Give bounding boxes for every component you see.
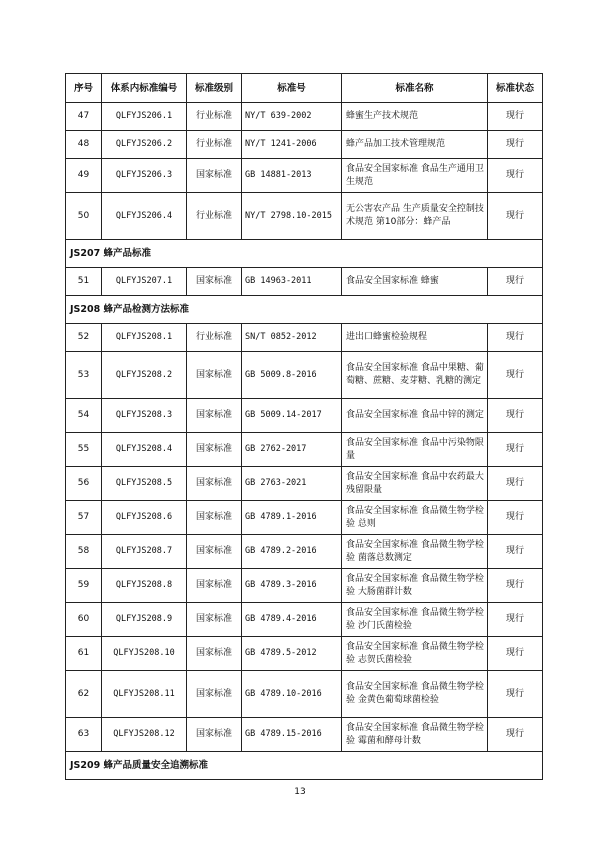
row-number: 50 xyxy=(66,193,102,240)
table-row xyxy=(66,193,543,240)
row-standard-level: 国家标准 xyxy=(187,603,242,637)
row-standard-status: 现行 xyxy=(488,352,543,399)
row-standard-level: 国家标准 xyxy=(187,671,242,718)
header-code: 体系内标准编号 xyxy=(102,74,187,103)
row-standard-status: 现行 xyxy=(488,637,543,671)
row-standard-level: 国家标准 xyxy=(187,352,242,399)
row-standard-status: 现行 xyxy=(488,399,543,433)
row-number: 61 xyxy=(66,637,102,671)
row-number: 57 xyxy=(66,501,102,535)
row-standard-status: 现行 xyxy=(488,501,543,535)
row-number: 59 xyxy=(66,569,102,603)
row-system-code: QLFYJS208.4 xyxy=(102,433,187,467)
table-row xyxy=(66,268,543,296)
row-system-code: QLFYJS208.1 xyxy=(102,324,187,352)
row-standard-number: NY/T 2798.10-2015 xyxy=(242,193,342,240)
row-standard-level: 国家标准 xyxy=(187,467,242,501)
table-row xyxy=(66,718,543,752)
row-system-code: QLFYJS208.11 xyxy=(102,671,187,718)
table-row xyxy=(66,103,543,131)
row-standard-name: 食品安全国家标准 食品生产通用卫生规范 xyxy=(342,159,488,193)
row-number: 47 xyxy=(66,103,102,131)
header-no: 序号 xyxy=(66,74,102,103)
row-system-code: QLFYJS208.2 xyxy=(102,352,187,399)
table-row xyxy=(66,131,543,159)
row-standard-status: 现行 xyxy=(488,131,543,159)
row-standard-status: 现行 xyxy=(488,603,543,637)
row-number: 53 xyxy=(66,352,102,399)
row-standard-number: GB 2763-2021 xyxy=(242,467,342,501)
table-row xyxy=(66,535,543,569)
row-standard-status: 现行 xyxy=(488,467,543,501)
row-system-code: QLFYJS208.10 xyxy=(102,637,187,671)
row-system-code: QLFYJS208.7 xyxy=(102,535,187,569)
row-standard-level: 国家标准 xyxy=(187,501,242,535)
row-standard-level: 行业标准 xyxy=(187,103,242,131)
row-number: 62 xyxy=(66,671,102,718)
row-system-code: QLFYJS207.1 xyxy=(102,268,187,296)
row-standard-status: 现行 xyxy=(488,103,543,131)
row-system-code: QLFYJS206.1 xyxy=(102,103,187,131)
row-standard-status: 现行 xyxy=(488,718,543,752)
section-row xyxy=(66,296,543,324)
table-row xyxy=(66,671,543,718)
row-standard-status: 现行 xyxy=(488,324,543,352)
row-system-code: QLFYJS206.3 xyxy=(102,159,187,193)
header-name: 标准名称 xyxy=(342,74,488,103)
table-row xyxy=(66,352,543,399)
row-standard-status: 现行 xyxy=(488,535,543,569)
table-row xyxy=(66,637,543,671)
row-standard-number: NY/T 1241-2006 xyxy=(242,131,342,159)
row-standard-number: SN/T 0852-2012 xyxy=(242,324,342,352)
row-standard-name: 食品安全国家标准 食品微生物学检验 菌落总数测定 xyxy=(342,535,488,569)
row-standard-level: 国家标准 xyxy=(187,637,242,671)
table-row xyxy=(66,501,543,535)
row-standard-number: GB 14963-2011 xyxy=(242,268,342,296)
row-standard-level: 国家标准 xyxy=(187,569,242,603)
row-standard-status: 现行 xyxy=(488,569,543,603)
row-standard-name: 食品安全国家标准 食品微生物学检验 大肠菌群计数 xyxy=(342,569,488,603)
row-standard-level: 行业标准 xyxy=(187,193,242,240)
row-standard-name: 食品安全国家标准 食品微生物学检验 霉菌和酵母计数 xyxy=(342,718,488,752)
row-standard-level: 国家标准 xyxy=(187,718,242,752)
row-standard-number: GB 5009.8-2016 xyxy=(242,352,342,399)
header-status: 标准状态 xyxy=(488,74,543,103)
row-number: 49 xyxy=(66,159,102,193)
row-standard-level: 国家标准 xyxy=(187,399,242,433)
row-standard-number: GB 4789.15-2016 xyxy=(242,718,342,752)
row-number: 58 xyxy=(66,535,102,569)
row-standard-name: 食品安全国家标准 食品中污染物限量 xyxy=(342,433,488,467)
table-row xyxy=(66,159,543,193)
row-standard-number: GB 4789.10-2016 xyxy=(242,671,342,718)
row-standard-status: 现行 xyxy=(488,159,543,193)
row-standard-level: 国家标准 xyxy=(187,535,242,569)
row-standard-name: 食品安全国家标准 食品微生物学检验 金黄色葡萄球菌检验 xyxy=(342,671,488,718)
row-number: 52 xyxy=(66,324,102,352)
row-system-code: QLFYJS208.8 xyxy=(102,569,187,603)
row-system-code: QLFYJS208.9 xyxy=(102,603,187,637)
row-standard-number: GB 2762-2017 xyxy=(242,433,342,467)
row-standard-status: 现行 xyxy=(488,433,543,467)
table-row xyxy=(66,603,543,637)
section-title: JS208 蜂产品检测方法标准 xyxy=(66,296,543,324)
row-system-code: QLFYJS208.6 xyxy=(102,501,187,535)
standards-table xyxy=(65,73,543,780)
row-standard-level: 行业标准 xyxy=(187,131,242,159)
section-title: JS207 蜂产品标准 xyxy=(66,240,543,268)
table-row xyxy=(66,467,543,501)
header-level: 标准级别 xyxy=(187,74,242,103)
table-row xyxy=(66,433,543,467)
row-standard-status: 现行 xyxy=(488,671,543,718)
row-standard-name: 食品安全国家标准 食品中锌的测定 xyxy=(342,399,488,433)
row-standard-level: 国家标准 xyxy=(187,433,242,467)
table-row xyxy=(66,324,543,352)
row-standard-number: GB 4789.1-2016 xyxy=(242,501,342,535)
row-standard-number: GB 4789.3-2016 xyxy=(242,569,342,603)
row-standard-name: 食品安全国家标准 食品微生物学检验 沙门氏菌检验 xyxy=(342,603,488,637)
row-system-code: QLFYJS208.3 xyxy=(102,399,187,433)
row-number: 56 xyxy=(66,467,102,501)
table-row xyxy=(66,399,543,433)
table-row xyxy=(66,569,543,603)
row-number: 51 xyxy=(66,268,102,296)
row-standard-name: 食品安全国家标准 蜂蜜 xyxy=(342,268,488,296)
row-standard-number: GB 4789.5-2012 xyxy=(242,637,342,671)
row-standard-status: 现行 xyxy=(488,268,543,296)
row-standard-name: 食品安全国家标准 食品微生物学检验 志贺氏菌检验 xyxy=(342,637,488,671)
row-system-code: QLFYJS208.12 xyxy=(102,718,187,752)
row-standard-name: 蜂产品加工技术管理规范 xyxy=(342,131,488,159)
row-number: 63 xyxy=(66,718,102,752)
row-system-code: QLFYJS206.4 xyxy=(102,193,187,240)
row-standard-level: 国家标准 xyxy=(187,159,242,193)
section-row xyxy=(66,752,543,780)
row-standard-name: 进出口蜂蜜检验规程 xyxy=(342,324,488,352)
row-standard-name: 无公害农产品 生产质量安全控制技术规范 第10部分：蜂产品 xyxy=(342,193,488,240)
table-header-row xyxy=(66,74,543,103)
row-standard-number: GB 4789.4-2016 xyxy=(242,603,342,637)
section-row xyxy=(66,240,543,268)
row-standard-level: 国家标准 xyxy=(187,268,242,296)
row-system-code: QLFYJS206.2 xyxy=(102,131,187,159)
row-standard-status: 现行 xyxy=(488,193,543,240)
page-number: 13 xyxy=(294,787,306,797)
row-standard-number: GB 14881-2013 xyxy=(242,159,342,193)
row-standard-name: 食品安全国家标准 食品中果糖、葡萄糖、蔗糖、麦芽糖、乳糖的测定 xyxy=(342,352,488,399)
row-standard-number: GB 5009.14-2017 xyxy=(242,399,342,433)
row-number: 54 xyxy=(66,399,102,433)
row-standard-name: 蜂蜜生产技术规范 xyxy=(342,103,488,131)
row-system-code: QLFYJS208.5 xyxy=(102,467,187,501)
header-std: 标准号 xyxy=(242,74,342,103)
row-standard-number: GB 4789.2-2016 xyxy=(242,535,342,569)
row-standard-name: 食品安全国家标准 食品中农药最大残留限量 xyxy=(342,467,488,501)
row-number: 60 xyxy=(66,603,102,637)
section-title: JS209 蜂产品质量安全追溯标准 xyxy=(66,752,543,780)
row-number: 48 xyxy=(66,131,102,159)
row-standard-number: NY/T 639-2002 xyxy=(242,103,342,131)
row-standard-level: 行业标准 xyxy=(187,324,242,352)
row-standard-name: 食品安全国家标准 食品微生物学检验 总则 xyxy=(342,501,488,535)
row-number: 55 xyxy=(66,433,102,467)
